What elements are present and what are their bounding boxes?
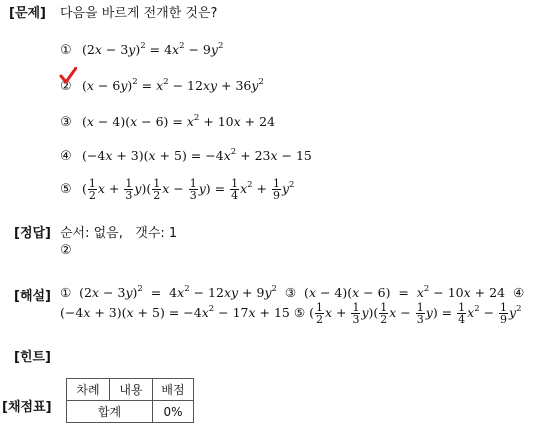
score-header-points: 배점 <box>153 379 194 401</box>
option-number: ① <box>60 43 72 58</box>
score-table <box>66 378 194 423</box>
option-expression: $(x - 6y)^2 = x^2 - 12xy + 36y^2$ <box>82 77 264 93</box>
answer-info <box>60 222 177 241</box>
score-table-label: [채점표] <box>2 400 52 415</box>
option-expression: $(x - 4)(x - 6) = x^2 + 10x + 24$ <box>82 113 276 129</box>
option-number: ④ <box>60 149 72 164</box>
answer-label: [정답] <box>14 226 51 241</box>
option-number: ③ <box>60 115 72 130</box>
explanation-line-2: $(-4x + 3)(x + 5) = -4x^2 - 17x + 15$ ⑤ ( $\frac{1}{2}$ x + $\frac{1}{3}$ y)( $\frac{1}{2}$ x − $\frac{1}{3}$ y) = $\frac{1}{4}$ $x^2$ − $\frac{1}{9}$ $y^2$ <box>60 301 522 326</box>
answer-value: ② <box>60 243 72 258</box>
option-expression: $(2x - 3y)^2 = 4x^2 - 9y^2$ <box>82 41 224 57</box>
check-mark-icon <box>60 78 82 94</box>
explanation-line-1: ① $(2x - 3y)^2 = 4x^2 - 12xy + 9y^2$ ③ $(x - 4)(x - 6) = x^2 - 10x + 24$ ④ <box>60 284 525 300</box>
hint-label: [힌트] <box>14 350 51 365</box>
score-table-total-row <box>67 401 194 423</box>
explanation-mark: ④ <box>512 285 525 300</box>
score-total-value: 0% <box>153 401 194 423</box>
score-header-content: 내용 <box>110 379 153 401</box>
option-number: ② <box>60 79 72 94</box>
score-header-order: 차례 <box>67 379 110 401</box>
question-text: 다음을 바르게 전개한 것은? <box>60 6 218 21</box>
score-table-header-row <box>67 379 194 401</box>
option-5[interactable] <box>60 178 294 201</box>
option-4[interactable] <box>60 148 312 164</box>
explanation-mark: ③ <box>284 285 297 300</box>
option-2[interactable] <box>60 78 264 94</box>
answer-count: 갯수: 1 <box>135 226 178 241</box>
option-3[interactable] <box>60 114 275 130</box>
option-number: ⑤ <box>60 182 72 197</box>
question-label: [문제] <box>9 6 46 21</box>
explanation-mark: ⑤ <box>293 305 306 320</box>
option-expression: $(-4x + 3)(x + 5) = -4x^2 + 23x - 15$ <box>82 147 312 163</box>
answer-order: 순서: 없음, <box>60 226 123 241</box>
option-expression: ( $\frac{1}{2}$ x + $\frac{1}{3}$ y)( $\frac{1}{2}$ x − $\frac{1}{3}$ y) = $\frac{1}{4}$ $x^2$ + $\frac{1}{9}$ $y^2$ <box>82 177 295 202</box>
option-1[interactable] <box>60 42 223 58</box>
score-total-label: 합계 <box>67 401 153 423</box>
explanation-label: [해설] <box>14 289 51 304</box>
explanation-mark: ① <box>60 285 72 300</box>
